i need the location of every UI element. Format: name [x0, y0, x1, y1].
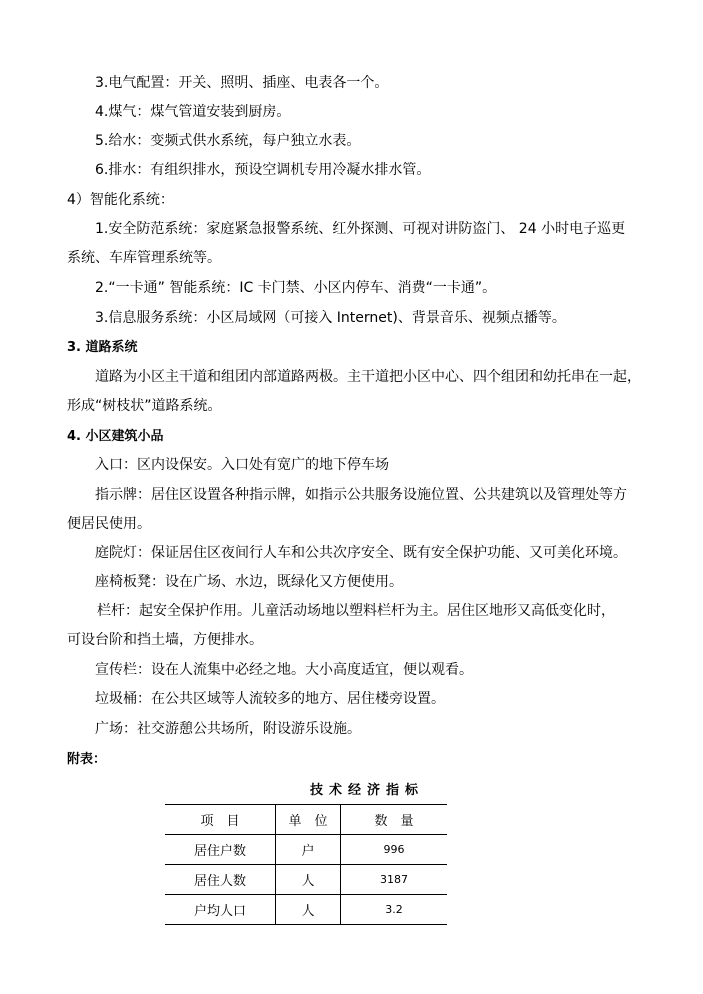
header-item: 项 目	[165, 805, 276, 835]
bench-line: 座椅板凳：设在广场、水边，既绿化又方便使用。	[95, 574, 403, 590]
trash-bin-line: 垃圾桶：在公共区域等人流较多的地方、居住楼旁设置。	[95, 691, 445, 707]
architecture-sketch-heading: 4. 小区建筑小品	[67, 429, 164, 444]
bulletin-board-line: 宣传栏：设在人流集中必经之地。大小高度适宜，便以观看。	[95, 662, 473, 678]
row-item: 居住户数	[165, 835, 276, 865]
table-header-row	[165, 805, 447, 835]
road-desc-line: 道路为小区主干道和组团内部道路两极。主干道把小区中心、四个组团和幼托串在一起，	[95, 369, 641, 385]
row-value: 996	[341, 835, 448, 865]
table-title: 技术经济指标	[310, 783, 425, 798]
entrance-line: 入口：区内设保安。入口处有宽广的地下停车场	[95, 457, 389, 473]
plaza-line: 广场：社交游憩公共场所，附设游乐设施。	[95, 721, 361, 737]
info-service-line: 3.信息服务系统：小区局域网（可接入 Internet)、背景音乐、视频点播等。	[95, 310, 566, 326]
signage-line-cont: 便居民使用。	[67, 516, 151, 532]
row-value: 3187	[341, 865, 448, 895]
courtyard-lamp-line: 庭院灯：保证居住区夜间行人车和公共次序安全、既有安全保护功能、又可美化环境。	[95, 545, 627, 561]
intelligent-system-heading: 4）智能化系统：	[67, 192, 174, 208]
row-item: 户均人口	[165, 895, 276, 925]
railing-line: 栏杆：起安全保护作用。儿童活动场地以塑料栏杆为主。居住区地形又高低变化时，	[97, 603, 615, 619]
header-quantity: 数 量	[341, 805, 448, 835]
row-unit: 人	[276, 865, 341, 895]
railing-line-cont: 可设台阶和挡土墙，方便排水。	[67, 632, 263, 648]
row-unit: 人	[276, 895, 341, 925]
table-row	[165, 835, 447, 865]
row-value: 3.2	[341, 895, 448, 925]
row-item: 居住人数	[165, 865, 276, 895]
security-system-line-cont: 系统、车库管理系统等。	[67, 250, 221, 266]
appendix-label: 附表：	[67, 752, 107, 767]
header-unit: 单 位	[276, 805, 341, 835]
water-supply-line: 5.给水：变频式供水系统，每户独立水表。	[95, 133, 361, 149]
signage-line: 指示牌：居住区设置各种指示牌，如指示公共服务设施位置、公共建筑以及管理处等方	[95, 487, 627, 503]
drainage-line: 6.排水：有组织排水，预设空调机专用冷凝水排水管。	[95, 162, 431, 178]
electrical-config-line: 3.电气配置：开关、照明、插座、电表各一个。	[95, 75, 389, 91]
security-system-line: 1.安全防范系统：家庭紧急报警系统、红外探测、可视对讲防盗门、 24 小时电子巡更	[95, 221, 626, 237]
one-card-line: 2.“一卡通” 智能系统：IC 卡门禁、小区内停车、消费“一卡通”。	[95, 280, 497, 296]
road-desc-line-cont: 形成“树枝状”道路系统。	[67, 398, 222, 414]
gas-line: 4.煤气：煤气管道安装到厨房。	[95, 104, 291, 120]
table-row	[165, 865, 447, 895]
road-system-heading: 3. 道路系统	[67, 340, 138, 355]
table-row	[165, 895, 447, 925]
tech-economic-table	[165, 804, 447, 925]
row-unit: 户	[276, 835, 341, 865]
